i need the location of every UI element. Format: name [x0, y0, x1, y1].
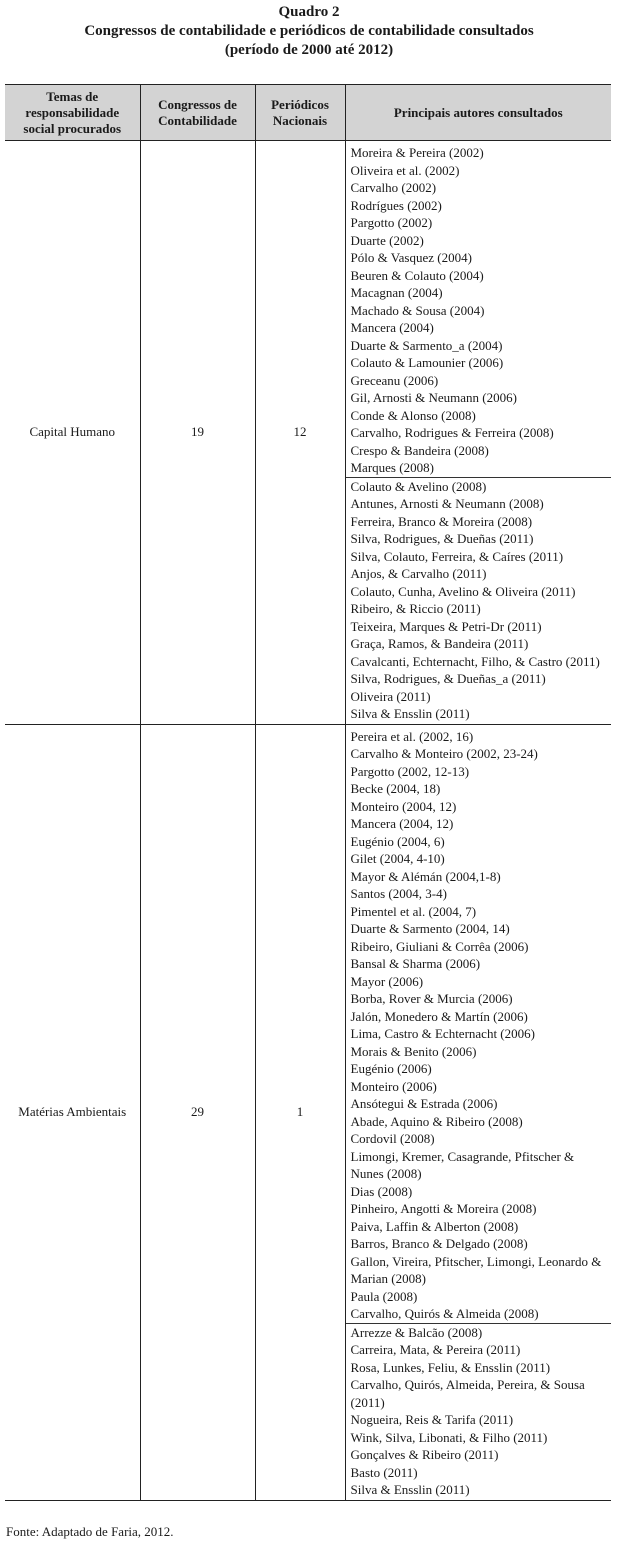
- author-entry: Marques (2008): [350, 460, 434, 475]
- author-entry: Paiva, Laffin & Alberton (2008): [350, 1218, 519, 1234]
- author-entry: Silva & Ensslin (2011): [350, 1482, 470, 1497]
- author-entry: Pólo & Vasquez (2004): [350, 250, 472, 265]
- authors-list-part1: [351, 144, 608, 477]
- author-entry: Mayor & Alémán (2004,1-8): [350, 868, 501, 884]
- author-entry: Carvalho, Quirós & Almeida (2008): [350, 1306, 539, 1321]
- caption-title: Congressos de contabilidade e periódicos de contabilidade consultados: [84, 23, 534, 39]
- caption-period: (período de 2000 até 2012): [224, 42, 394, 58]
- author-entry: Oliveira et al. (2002): [350, 162, 460, 178]
- header-congresses: Congressos de Contabilidade: [140, 85, 255, 141]
- author-entry: Pinheiro, Angotti & Moreira (2008): [350, 1201, 537, 1216]
- author-entry: Paula (2008): [350, 1288, 418, 1304]
- author-entry: Pargotto (2002): [350, 215, 433, 230]
- author-entry: Rosa, Lunkes, Feliu, & Ensslin (2011): [350, 1359, 551, 1375]
- author-entry: Eugénio (2006): [350, 1061, 432, 1076]
- author-entry: Basto (2011): [350, 1464, 418, 1480]
- author-entry: Macagnan (2004): [350, 285, 443, 300]
- author-entry: Barros, Branco & Delgado (2008): [350, 1236, 528, 1251]
- author-entry: Rodrígues (2002): [350, 197, 442, 213]
- journals-count: 1: [255, 724, 345, 1500]
- author-entry: Oliveira (2011): [350, 688, 431, 704]
- congress-journal-table: [5, 84, 611, 1501]
- author-entry: Colauto & Lamounier (2006): [350, 355, 504, 370]
- author-entry: Gonçalves & Ribeiro (2011): [350, 1447, 499, 1462]
- author-entry: Antunes, Arnosti & Neumann (2008): [350, 496, 544, 511]
- author-entry: Pereira et al. (2002, 16): [350, 728, 474, 744]
- author-entry: Santos (2004, 3-4): [350, 886, 447, 901]
- congresses-count: 19: [140, 141, 255, 725]
- author-entry: Carvalho (2002): [350, 180, 437, 195]
- author-entry: Colauto, Cunha, Avelino & Oliveira (2011): [350, 583, 576, 599]
- author-entry: Machado & Sousa (2004): [350, 302, 485, 318]
- author-entry: Greceanu (2006): [350, 372, 439, 388]
- authors-list-part1: [351, 728, 608, 1323]
- author-entry: Gilet (2004, 4-10): [350, 851, 445, 866]
- header-journals: Periódicos Nacionais: [255, 85, 345, 141]
- author-entry: Pargotto (2002, 12-13): [350, 763, 470, 779]
- author-entry: Silva, Rodrigues, & Dueñas (2011): [350, 531, 534, 546]
- author-entry: Morais & Benito (2006): [350, 1043, 477, 1059]
- author-entry: Carvalho, Rodrigues & Ferreira (2008): [350, 425, 554, 440]
- author-entry: Pimentel et al. (2004, 7): [350, 903, 477, 919]
- author-entry: Cavalcanti, Echternacht, Filho, & Castro (2011): [350, 653, 600, 669]
- authors-list-part2: [346, 1323, 612, 1499]
- header-row: [5, 85, 611, 141]
- author-entry: Monteiro (2006): [350, 1078, 437, 1094]
- theme-cell: Matérias Ambientais: [5, 724, 140, 1500]
- author-entry: Ferreira, Branco & Moreira (2008): [350, 513, 533, 529]
- congresses-count: 29: [140, 724, 255, 1500]
- author-entry: Silva & Ensslin (2011): [350, 706, 470, 721]
- author-entry: Colauto & Avelino (2008): [350, 478, 487, 494]
- author-entry: Mayor (2006): [350, 973, 424, 989]
- author-entry: Mancera (2004, 12): [350, 816, 454, 831]
- table-row: [5, 724, 611, 1500]
- author-entry: Silva, Rodrigues, & Dueñas_a (2011): [350, 671, 546, 686]
- author-entry: Gil, Arnosti & Neumann (2006): [350, 390, 517, 405]
- author-entry: Jalón, Monedero & Martín (2006): [350, 1008, 528, 1024]
- author-entry: Gallon, Vireira, Pfitscher, Limongi, Leonardo & Marian (2008): [350, 1253, 602, 1286]
- author-entry: Limongi, Kremer, Casagrande, Pfitscher & Nunes (2008): [350, 1148, 575, 1181]
- author-entry: Carreira, Mata, & Pereira (2011): [350, 1342, 521, 1357]
- caption-number: Quadro 2: [278, 4, 340, 20]
- author-entry: Dias (2008): [350, 1183, 413, 1199]
- author-entry: Nogueira, Reis & Tarifa (2011): [350, 1412, 514, 1427]
- author-entry: Duarte & Sarmento_a (2004): [350, 337, 503, 353]
- author-entry: Teixeira, Marques & Petri-Dr (2011): [350, 618, 542, 634]
- author-entry: Duarte & Sarmento (2004, 14): [350, 921, 510, 936]
- author-entry: Carvalho, Quirós, Almeida, Pereira, & Sousa (2011): [350, 1377, 585, 1410]
- author-entry: Mancera (2004): [350, 320, 434, 335]
- author-entry: Abade, Aquino & Ribeiro (2008): [350, 1113, 523, 1129]
- author-entry: Carvalho & Monteiro (2002, 23-24): [350, 746, 538, 761]
- author-entry: Monteiro (2004, 12): [350, 798, 457, 814]
- author-entry: Arrezze & Balcão (2008): [350, 1324, 483, 1340]
- source-note: Fonte: Adaptado de Faria, 2012.: [6, 1524, 174, 1539]
- author-entry: Cordovil (2008): [350, 1131, 435, 1146]
- authors-list-part2: [346, 477, 612, 723]
- author-entry: Wink, Silva, Libonati, & Filho (2011): [350, 1429, 548, 1445]
- table-row: [5, 141, 611, 725]
- journals-count: 12: [255, 141, 345, 725]
- author-entry: Ribeiro, Giuliani & Corrêa (2006): [350, 938, 529, 954]
- author-entry: Duarte (2002): [350, 232, 424, 248]
- author-entry: Beuren & Colauto (2004): [350, 267, 484, 283]
- authors-cell: [345, 141, 611, 725]
- author-entry: Silva, Colauto, Ferreira, & Caíres (2011): [350, 548, 564, 564]
- table-caption: [0, 0, 618, 72]
- author-entry: Ribeiro, & Riccio (2011): [350, 601, 481, 616]
- author-entry: Anjos, & Carvalho (2011): [350, 566, 487, 581]
- author-entry: Moreira & Pereira (2002): [350, 145, 484, 160]
- author-entry: Lima, Castro & Echternacht (2006): [350, 1026, 535, 1041]
- author-entry: Becke (2004, 18): [350, 781, 441, 796]
- author-entry: Bansal & Sharma (2006): [350, 956, 481, 971]
- author-entry: Graça, Ramos, & Bandeira (2011): [350, 636, 529, 651]
- author-entry: Ansótegui & Estrada (2006): [350, 1096, 498, 1111]
- author-entry: Borba, Rover & Murcia (2006): [350, 991, 513, 1006]
- header-themes: Temas de responsabilidade social procurados: [5, 85, 140, 141]
- author-entry: Eugénio (2004, 6): [350, 833, 445, 849]
- theme-cell: Capital Humano: [29, 424, 116, 440]
- author-entry: Conde & Alonso (2008): [350, 407, 476, 423]
- authors-cell: [345, 724, 611, 1500]
- header-authors: Principais autores consultados: [345, 85, 611, 141]
- author-entry: Crespo & Bandeira (2008): [350, 442, 489, 458]
